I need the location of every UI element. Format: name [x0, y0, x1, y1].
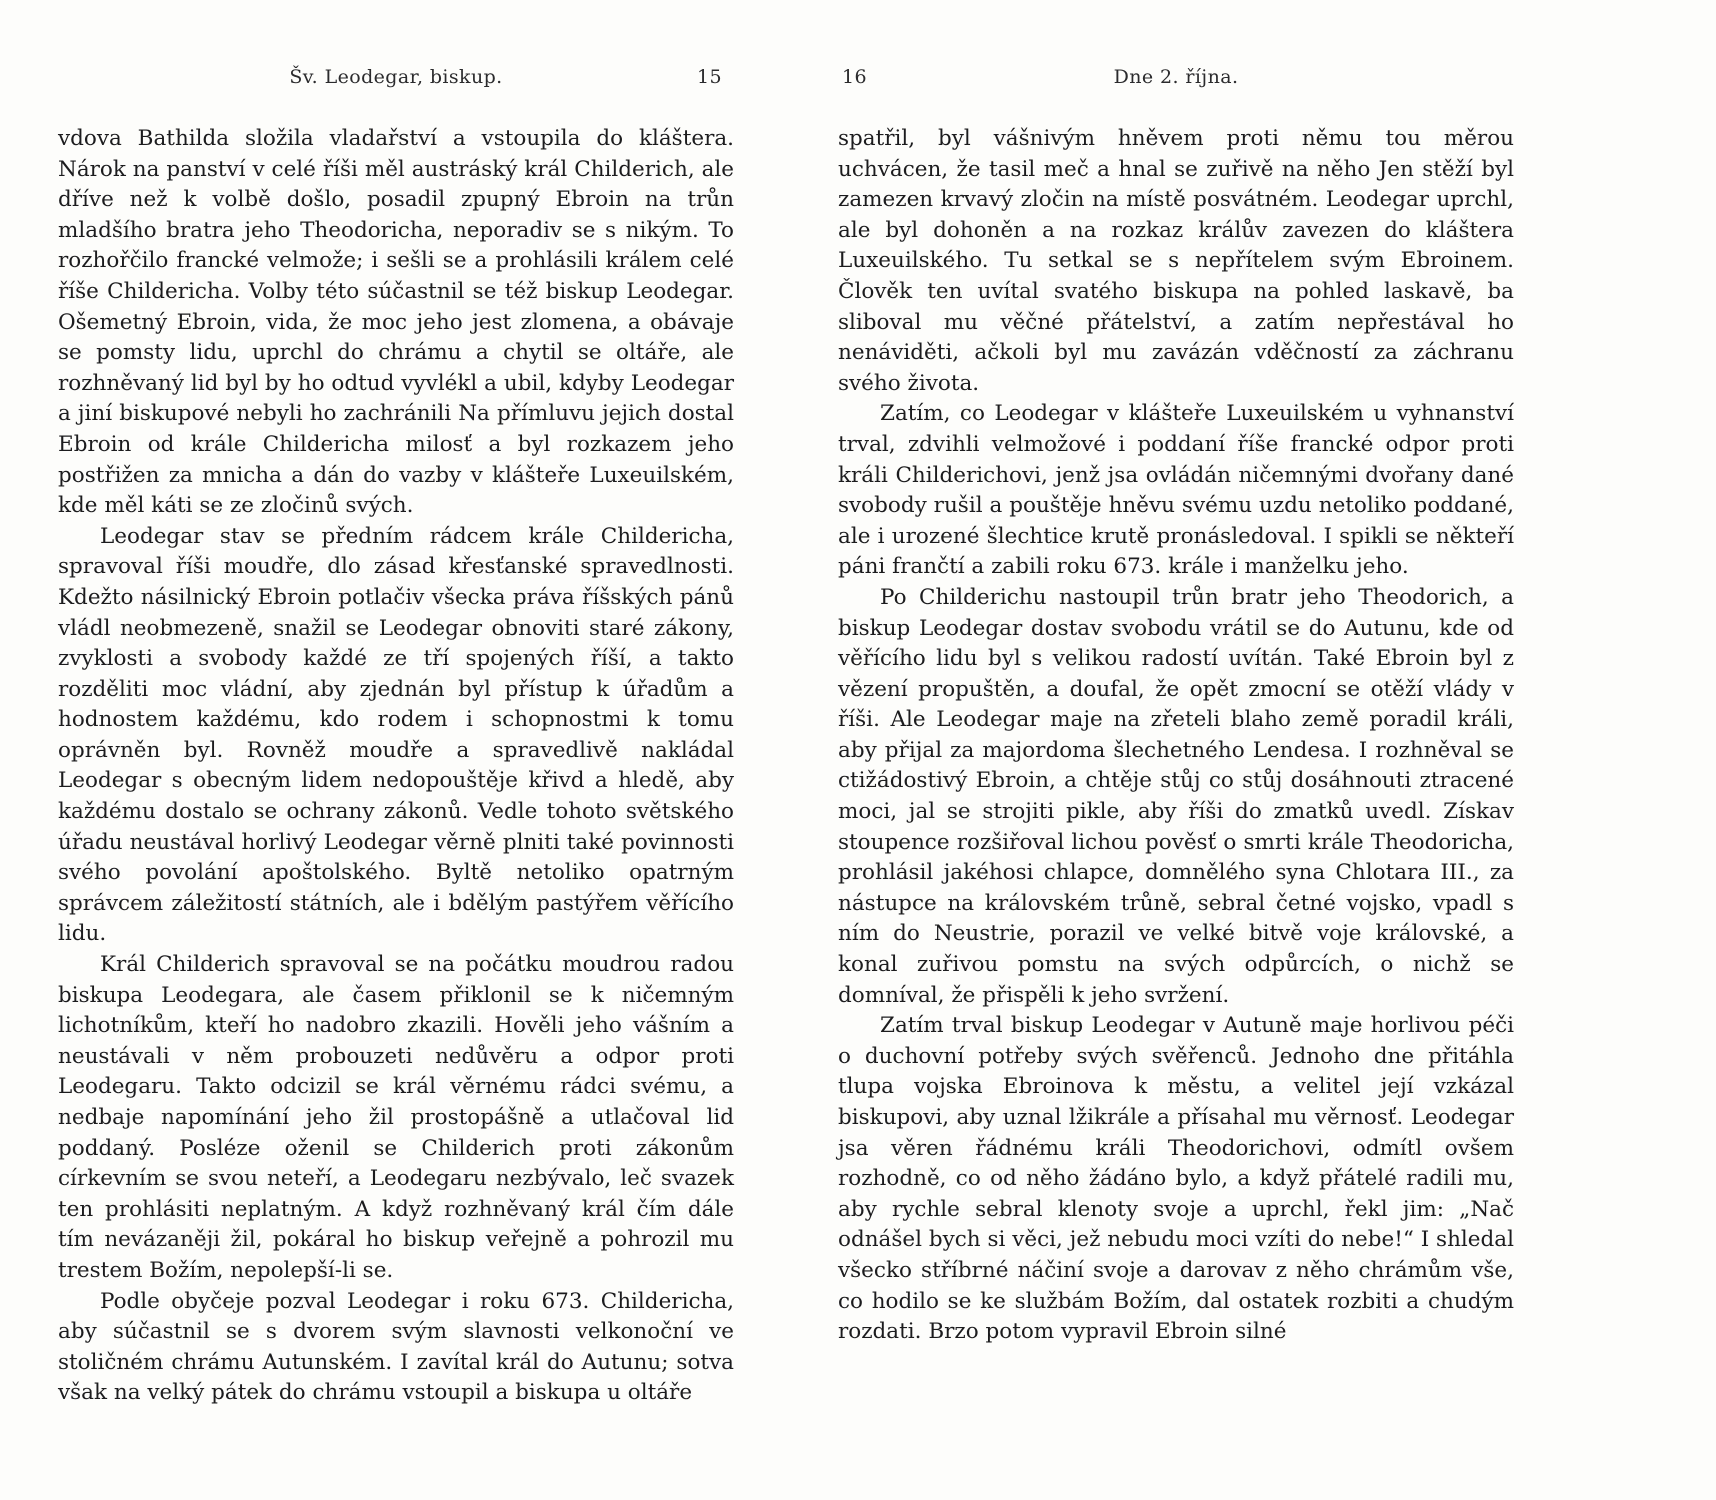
- running-title-right: Dne 2. října.: [1113, 66, 1239, 88]
- paragraph-right-3: Po Childerichu nastoupil trůn bratr jeho Theodorich, a biskup Leodegar dostav svobodu vrátil se do Autunu, kde od věřícího lidu byl s velikou radostí uvítán. Také Ebroin byl z vězení propuštěn, a doufal, že opět zmocní se otěží vlády v říši. Ale Leodegar maje na zřeteli blaho země poradil králi, aby přijal za majordoma šlechetného Lendesa. I rozhněval se ctižádostivý Ebroin, a chtěje stůj co stůj dosáhnouti ztracené moci, jal se strojiti pikle, aby říši do zmatků uvedl. Získav stoupence rozšiřoval lichou pověsť o smrti krále Theodoricha, prohlásil jakéhosi chlapce, domnělého syna Chlotara III., za nástupce na královském trůně, sebral četné vojsko, vpadl s ním do Neustrie, porazil ve velké bitvě voje královské, a konal zuřivou pomstu na svých odpůrcích, o nichž se domníval, že přispěli k jeho svržení.: [838, 584, 1514, 1008]
- paragraph-left-1: vdova Bathilda složila vladařství a vstoupila do kláštera. Nárok na panství v celé říši měl austráský král Childerich, ale dříve než k volbě došlo, posadil zpupný Ebroin na trůn mladšího bratra jeho Theodoricha, neporadiv se s nikým. To rozhořčilo francké velmože; i sešli se a prohlásili králem celé říše Childericha. Volby této súčastnil se též biskup Leodegar. Ošemetný Ebroin, vida, že moc jeho jest zlomena, a obávaje se pomsty lidu, uprchl do chrámu a chytil se oltáře, ale rozhněvaný lid byl by ho odtud vyvlékl a ubil, kdyby Leodegar a jiní biskupové nebyli ho zachránili Na přímluvu jejich dostal Ebroin od krále Childericha milosť a byl rozkazem jeho postřižen za mnicha a dán do vazby v klášteře Luxeuilském, kde měl káti se ze zločinů svých.: [58, 126, 734, 519]
- page-right: [838, 64, 1514, 1409]
- paragraph-right-2: Zatím, co Leodegar v klášteře Luxeuilském u vyhnanství trval, zdvihli velmožové i poddaní říše francké odpor proti králi Childerichovi, jenž jsa ovládán ničemnými dvořany dané svobody rušil a pouštěje hněvu svému uzdu netoliko poddané, ale i urozené šlechtice krutě pronásledoval. I spikli se někteří páni frančtí a zabili roku 673. krále i manželku jeho.: [838, 401, 1514, 580]
- paragraph-right-1: spatřil, byl vášnivým hněvem proti němu tou měrou uchvácen, že tasil meč a hnal se zuřivě na něho Jen stěží byl zamezen krvavý zločin na místě posvátném. Leodegar uprchl, ale byl dohoněn a na rozkaz králův zavezen do kláštera Luxeuilského. Tu setkal se s nepřítelem svým Ebroinem. Člověk ten uvítal svatého biskupa na pohled laskavě, ba sliboval mu věčné přátelství, a zatím nepřestával ho nenáviděti, ačkoli byl mu zavázán vděčností za záchranu svého života.: [838, 126, 1514, 396]
- page-number-right: 16: [842, 66, 867, 88]
- running-title-left: Šv. Leodegar, biskup.: [289, 66, 503, 88]
- page-left: [58, 64, 734, 1409]
- page-number-left: 15: [697, 66, 722, 88]
- page-header-left: [58, 64, 734, 90]
- page-header-right: [838, 64, 1514, 90]
- paragraph-left-3: Král Childerich spravoval se na počátku moudrou radou biskupa Leodegara, ale časem přiklonil se k ničemným lichotníkům, kteří ho nadobro zkazili. Hověli jeho vášním a neustávali v něm probouzeti nedůvěru a odpor proti Leodegaru. Takto odcizil se král věrnému rádci svému, a nedbaje napomínání jeho žil prostopášně a utlačoval lid poddaný. Posléze oženil se Childerich proti zákonům církevním se svou neteří, a Leodegaru nezbývalo, leč svazek ten prohlásiti neplatným. A když rozhněvaný král čím dále tím nevázaněji žil, pokáral ho biskup veřejně a pohrozil mu trestem Božím, nepolepší-li se.: [58, 952, 734, 1283]
- page-body-left: [58, 124, 734, 1409]
- page-body-right: [838, 124, 1514, 1348]
- paragraph-right-4: Zatím trval biskup Leodegar v Autuně maje horlivou péči o duchovní potřeby svých svěřenců. Jednoho dne přitáhla tlupa vojska Ebroinova k městu, a velitel její vzkázal biskupovi, aby uznal lžikrále a přísahal mu věrnosť. Leodegar jsa věren řádnému králi Theodorichovi, odmítl ovšem rozhodně, co od něho žádáno bylo, a když přátelé radili mu, aby rychle sebral klenoty svoje a uprchl, řekl jim: „Nač odnášel bych si věci, jež nebudu moci vzíti do nebe!“ I shledal všecko stříbrné náčiní svoje a darovav z něho chrámům vše, co hodilo se ke službám Božím, dal ostatek rozbiti a chudým rozdati. Brzo potom vypravil Ebroin silné: [838, 1013, 1514, 1345]
- paragraph-left-4: Podle obyčeje pozval Leodegar i roku 673. Childericha, aby súčastnil se s dvorem svým slavnosti velkonoční ve stoličném chrámu Autunském. I zavítal král do Autunu; sotva však na velký pátek do chrámu vstoupil a biskupa u oltáře: [58, 1288, 734, 1406]
- paragraph-left-2: Leodegar stav se předním rádcem krále Childericha, spravoval říši moudře, dlo zásad křesťanské spravedlnosti. Kdežto násilnický Ebroin potlačiv všecka práva říšských pánů vládl neobmezeně, snažil se Leodegar obnoviti staré zákony, zvyklosti a svobody každé ze tří spojených říší, a takto rozděliti moc vládní, aby zjednán byl přístup k úřadům a hodnostem každému, kdo rodem i schopnostmi k tomu oprávněn byl. Rovněž moudře a spravedlivě nakládal Leodegar s obecným lidem nedopouštěje křivd a hledě, aby každému dostalo se ochrany zákonů. Vedle tohoto světského úřadu neustával horlivý Leodegar věrně plniti také povinnosti svého povolání apoštolského. Byltě netoliko opatrným správcem záležitostí státních, ale i bdělým pastýřem věřícího lidu.: [58, 523, 734, 947]
